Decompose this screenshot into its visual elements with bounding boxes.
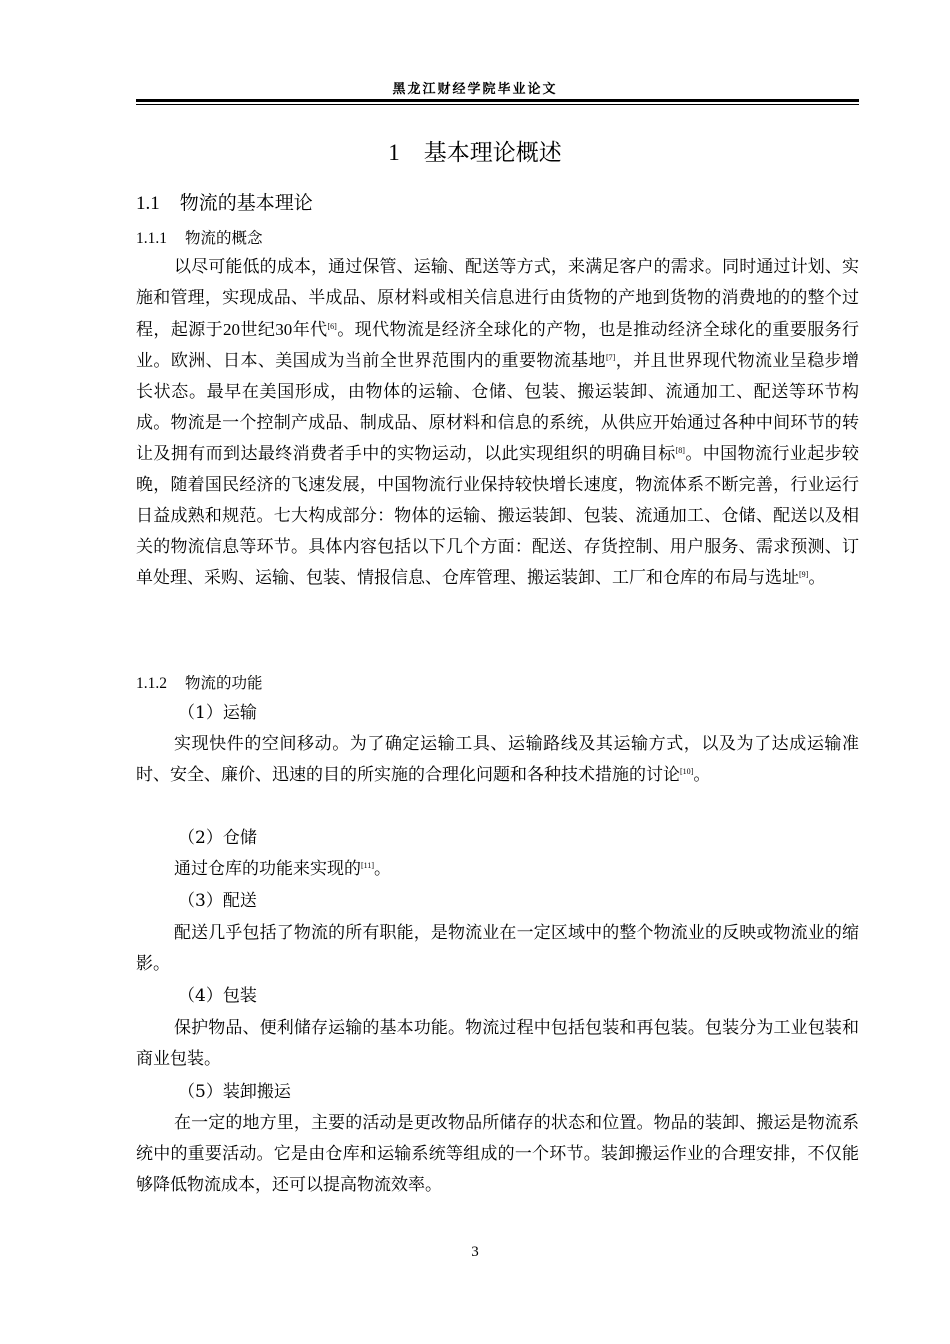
header-rule-thin (136, 104, 859, 105)
citation-ref: [10] (680, 767, 694, 776)
subsection-heading-1-1-2 (136, 671, 263, 693)
paragraph-text: 。 (374, 859, 392, 879)
paragraph-text: 世纪 (240, 320, 276, 340)
year-number: 20 (223, 320, 241, 339)
paragraph-text: 。现代物流是经济全球化的产物，也是推动经济全球化的重要服务行业。欧洲、日本、美国成为当前全世界范围内的重要物流基地 (136, 320, 860, 371)
page-number: 3 (471, 1244, 479, 1260)
citation-ref: [11] (361, 861, 375, 870)
chapter-heading (0, 134, 950, 167)
subsection-title: 物流的功能 (185, 674, 263, 692)
decade-number: 30 (275, 320, 293, 339)
chapter-number: 1 (388, 140, 400, 165)
subsection-title: 物流的概念 (185, 229, 263, 247)
function-label-transport: （1）运输 (178, 703, 257, 723)
header-rule-thick (136, 99, 859, 102)
page-header-title: 黑龙江财经学院毕业论文 (392, 82, 558, 97)
subsection-number: 1.1.2 (136, 675, 167, 692)
paragraph-text: 保护物品、便利储存运输的基本功能。物流过程中包括包装和再包装。包装分为工业包装和商业包装。 (136, 1018, 859, 1069)
section-title: 物流的基本理论 (179, 192, 313, 214)
function-text-distribution (136, 918, 859, 980)
chapter-title: 基本理论概述 (423, 140, 562, 166)
function-text-transport (136, 729, 859, 791)
function-text-packaging (136, 1013, 859, 1075)
concept-paragraph (136, 252, 859, 594)
subsection-number: 1.1.1 (136, 230, 167, 247)
citation-ref: [6] (327, 322, 337, 331)
paragraph-text: 。 (693, 765, 711, 785)
function-label-distribution: （3）配送 (178, 891, 257, 911)
section-number: 1.1 (136, 193, 160, 214)
paragraph-text: 实现快件的空间移动。为了确定运输工具、运输路线及其运输方式，以及为了达成运输准时、安全、廉价、迅速的目的所实施的合理化问题和各种技术措施的讨论 (136, 734, 859, 785)
paragraph-text: ，并且世界现代物流业呈稳步增长状态。最早在美国形成，由物体的运输、仓储、包装、搬运装卸、流通加工、配送等环节构成。物流是一个控制产成品、制成品、原材料和信息的系统，从供应开始通过各种中间环节的转让及拥有而到达最终消费者手中的实物运动，以此实现组织的明确目标 (136, 351, 860, 464)
paragraph-text: 在一定的地方里，主要的活动是更改物品所储存的状态和位置。物品的装卸、搬运是物流系统中的重要活动。它是由仓库和运输系统等组成的一个环节。装卸搬运作业的合理安排，不仅能够降低物流成本，还可以提高物流效率。 (136, 1113, 859, 1195)
paragraph-text: 。 (808, 568, 826, 588)
paragraph-text: 通过仓库的功能来实现的 (174, 859, 361, 879)
subsection-heading-1-1-1 (136, 226, 263, 248)
citation-ref: [9] (799, 570, 809, 579)
section-heading-1-1 (136, 188, 313, 215)
function-text-storage (136, 854, 859, 885)
paragraph-text: 配送几乎包括了物流的所有职能，是物流业在一定区域中的整个物流业的反映或物流业的缩影。 (136, 923, 859, 974)
paragraph-text: 。中国物流行业起步较晚，随着国民经济的飞速发展，中国物流行业保持较快增长速度，物流体系不断完善，行业运行日益成熟和规范。七大构成部分：物体的运输、搬运装卸、包装、流通加工、仓储、配送以及相关的物流信息等环节。具体内容包括以下几个方面：配送、存货控制、用户服务、需求预测、订单处理、采购、运输、包装、情报信息、仓库管理、搬运装卸、工厂和仓库的布局与选址 (136, 444, 860, 588)
function-label-storage: （2）仓储 (178, 828, 257, 848)
citation-ref: [7] (605, 353, 616, 362)
function-label-packaging: （4）包装 (178, 986, 257, 1006)
function-label-handling: （5）装卸搬运 (178, 1082, 291, 1102)
paragraph-text: 年代 (292, 320, 328, 340)
paragraph-text: 以尽可能低的成本，通过保管、运输、配送等方式，来满足客户的需求。同时通过计划、实施和管理，实现成品、半成品、原材料或相关信息进行由货物的产地到货物的消费地的的整个过程，起源于 (136, 257, 859, 340)
function-text-handling (136, 1108, 859, 1201)
citation-ref: [8] (675, 446, 685, 455)
